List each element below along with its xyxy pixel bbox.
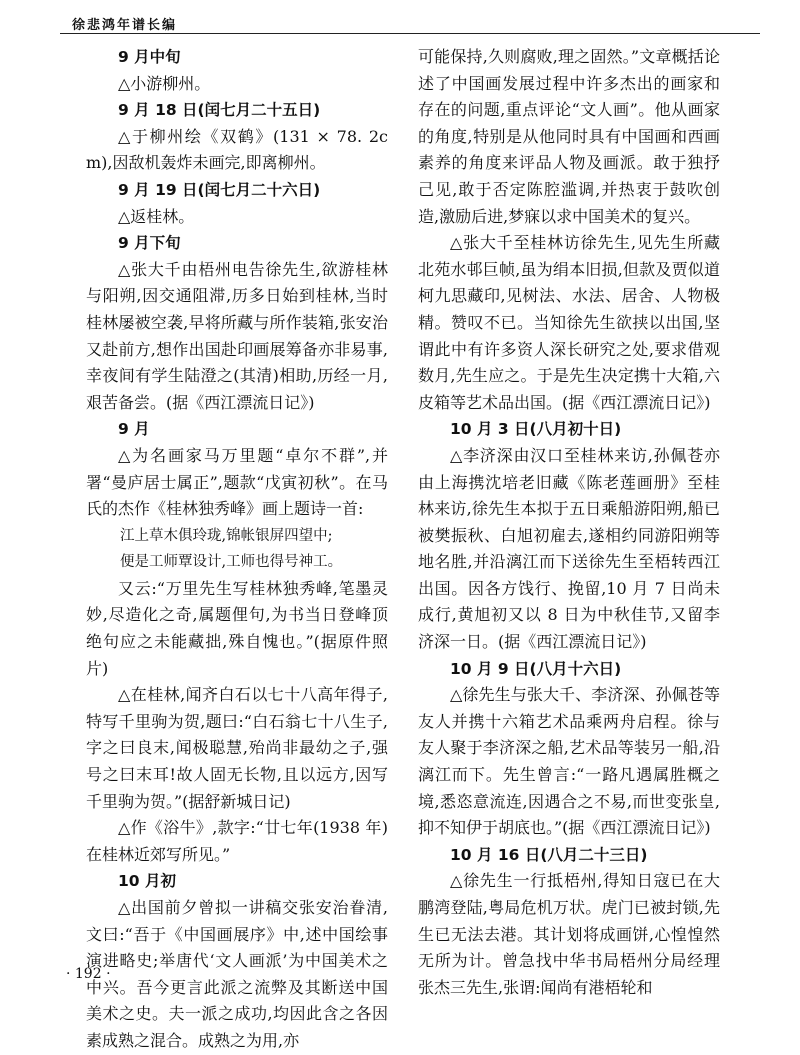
body-paragraph: △徐先生一行抵梧州,得知日寇已在大鹏湾登陆,粤局危机万状。虎门已被封锁,先生已无法去港。其计划将成画饼,心惶惶然无所为计。曾急找中华书局梧州分局经理张杰三先生,张谓:闻尚有港梧轮和	[418, 871, 720, 997]
body-paragraph: △李济深由汉口至桂林来访,孙佩苍亦由上海携沈培老旧藏《陈老莲画册》至桂林来访,徐先生本拟于五日乘船游阳朔,船已被樊振秋、白旭初雇去,遂相约同游阳朔等地名胜,并沿漓江而下送徐先生至梧转西江出国。因各方饯行、挽留,10 月 7 日尚未成行,黄旭初又以 8 日为中秋佳节,又留李济深一日。(据《西江漂流日记》)	[418, 445, 720, 652]
entry-date-heading: 9 月下旬	[118, 234, 181, 253]
body-paragraph: △作《浴牛》,款字:“廿七年(1938 年)在桂林近郊写所见。”	[86, 818, 388, 864]
poem-line: 江上草木俱玲珑,锦帐银屏四望中;	[120, 527, 333, 544]
entry-date-heading: 9 月中旬	[118, 48, 181, 66]
body-paragraph: △出国前夕曾拟一讲稿交张安治眷清,文曰:“吾于《中国画展序》中,述中国绘事演进略史;举唐代‘文人画派’为中国美术之中兴。吾今更言此派之流弊及其断送中国美术之史。夫一派之成功,均因此含之各因素成熟之混合。成熟之为用,亦	[86, 898, 388, 1050]
right-column	[418, 44, 720, 1001]
entry-date-heading: 9 月	[118, 420, 150, 439]
body-paragraph: △为名画家马万里题“卓尔不群”,并署“曼庐居士属正”,题款“戊寅初秋”。在马氏的杰作《桂林独秀峰》画上题诗一首:	[86, 445, 388, 519]
poem-line: 便是工师覃设计,工师也得号神工。	[120, 554, 343, 571]
entry-date-heading: 10 月 3 日(八月初十日)	[450, 420, 622, 439]
body-paragraph: 可能保持,久则腐败,理之固然。”文章概括论述了中国画发展过程中许多杰出的画家和存在的问题,重点评论“文人画”。他从画家的角度,特别是从他同时具有中国画和西画素养的角度来评品人物及画派。敢于独抒己见,敢于否定陈腔滥调,并热衷于鼓吹创造,激励后进,梦寐以求中国美术的复兴。	[418, 47, 720, 226]
body-paragraph: △返桂林。	[118, 206, 195, 226]
body-paragraph: △在桂林,闻齐白石以七十八高年得子,特写千里驹为贺,题曰:“白石翁七十八生子,字之曰良末,闻极聪慧,殆尚非最幼之子,强号之曰末耳!故人固无长物,且以远方,因写千里驹为贺。”(据舒新城日记)	[86, 685, 388, 811]
header-rule	[60, 33, 760, 34]
body-paragraph: △张大千至桂林访徐先生,见先生所藏北苑水邨巨帧,虽为绢本旧损,但款及贾似道柯九思藏印,见树法、水法、居舍、人物极精。赞叹不已。当知徐先生欲挟以出国,坚谓此中有许多资人深长研究之处,要求借观数月,先生应之。于是先生决定携十大箱,六皮箱等艺术品出国。(据《西江漂流日记》)	[418, 233, 720, 412]
running-header: 徐悲鸿年谱长编	[72, 18, 178, 33]
body-paragraph: △于柳州绘《双鹤》(131 × 78. 2cm),因敌机轰炸未画完,即离柳州。	[86, 126, 388, 173]
page-number: · 192 ·	[66, 966, 111, 982]
body-paragraph: 又云:“万里先生写桂林独秀峰,笔墨灵妙,尽造化之奇,属题俚句,为书当日登峰顶绝句应之未能藏拙,殊自愧也。”(据原件照片)	[86, 578, 388, 678]
left-column	[86, 44, 388, 1055]
body-paragraph: △小游柳州。	[118, 73, 211, 93]
entry-date-heading: 10 月 9 日(八月十六日)	[450, 659, 622, 678]
entry-date-heading: 10 月 16 日(八月二十三日)	[450, 845, 648, 864]
entry-date-heading: 9 月 19 日(闰七月二十六日)	[118, 180, 321, 199]
body-paragraph: △张大千由梧州电告徐先生,欲游桂林与阳朔,因交通阻滞,历多日始到桂林,当时桂林屡被空袭,早将所藏与所作装箱,张安治又赴前方,想作出国赴印画展筹备亦非易事,幸夜间有学生陆澄之(其清)相助,历经一月,艰苦备尝。(据《西江漂流日记》)	[86, 259, 388, 412]
entry-date-heading: 9 月 18 日(闰七月二十五日)	[118, 101, 321, 120]
body-paragraph: △徐先生与张大千、李济深、孙佩苍等友人并携十六箱艺术品乘两舟启程。徐与友人聚于李济深之船,艺术品等装另一船,沿漓江而下。先生曾言:“一路凡遇属胜概之境,悉恣意流连,因遇合之不易,而世变张皇,抑不知伊于胡底也。”(据《西江漂流日记》)	[418, 685, 720, 838]
entry-date-heading: 10 月初	[118, 872, 176, 891]
